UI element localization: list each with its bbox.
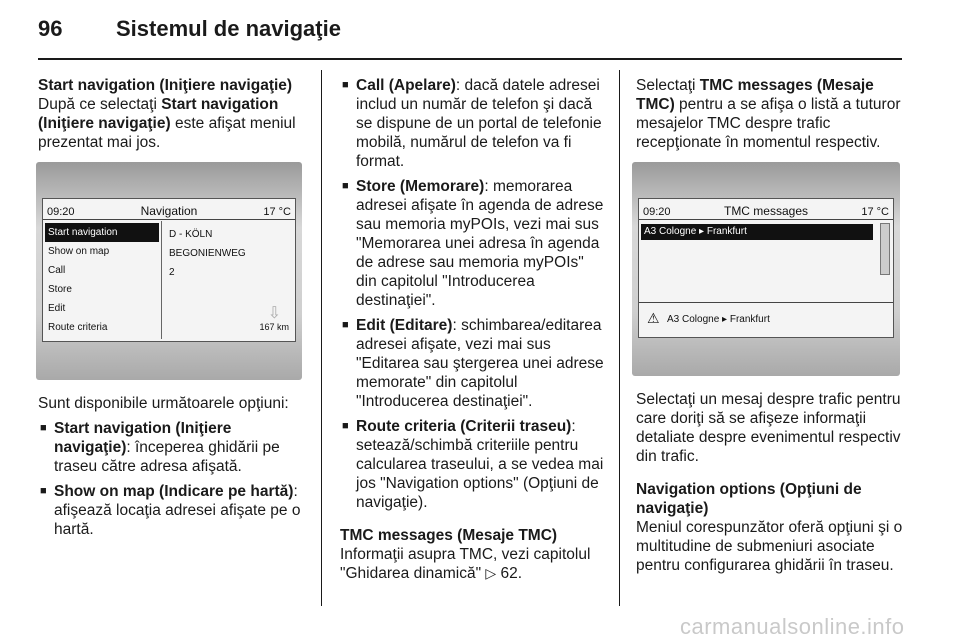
destination-info: D - KÖLN BEGONIENWEG 2 <box>169 229 246 278</box>
page-number: 96 <box>38 16 63 41</box>
watermark: carmanualsonline.info <box>680 614 905 639</box>
tmc-screen-image <box>632 162 900 376</box>
tmc-message-detail: ⚠ A3 Cologne ▸ Frankfurt <box>639 302 893 337</box>
page-reference-icon: ▷ <box>485 565 497 581</box>
column-2 <box>340 76 606 583</box>
scrollbar <box>880 223 890 275</box>
warning-sign-icon: ⚠ <box>647 310 660 326</box>
menu-item-call: Call <box>48 265 66 276</box>
bullet-call: ■ Call (Apelare): dacă datele adresei includ un număr de telefon şi dacă se dispune de un portal de telefonie mobilă, numărul de telefon va fi format. <box>340 76 606 171</box>
direction-arrow-icon: ⇩ <box>267 305 281 322</box>
intro-paragraph: După ce selectaţi Start navigation (Iniţiere navigaţie) este afişat meniul prezentat mai jos. <box>38 96 296 151</box>
select-message-paragraph: Selectaţi un mesaj despre trafic pentru care doriţi să se afişeze informaţii detaliate despre evenimentul respectiv din trafic. <box>636 391 901 465</box>
screen-title: TMC messages <box>723 204 809 218</box>
page-title: Sistemul de navigaţie <box>116 16 341 41</box>
bullet-show-on-map: ■ Show on map (Indicare pe hartă): afişează locaţia adresei afişate pe o hartă. <box>38 482 308 539</box>
tmc-intro: Selectaţi TMC messages (Mesaje TMC) pentru a se afişa o listă a tuturor mesajelor TMC despre trafic recepţionate în momentul respectiv. <box>636 77 901 151</box>
tmc-selected-message: A3 Cologne ▸ Frankfurt <box>641 224 873 240</box>
temperature: 17 °C <box>263 206 291 218</box>
bullet-route-criteria: ■ Route criteria (Criterii traseu): setează/schimbă criteriile pentru calcularea traseului, a se vedea mai jos "Navigation options" (Opţiuni de navigaţie). <box>340 417 606 512</box>
bullet-start-navigation: ■ Start navigation (Iniţiere navigaţie): începerea ghidării pe traseu către adresa afişată. <box>38 419 308 476</box>
navigation-options-heading: Navigation options (Opţiuni de navigaţie) <box>636 481 862 517</box>
navigation-screen-image <box>36 162 302 380</box>
tmc-heading: TMC messages (Mesaje TMC) <box>340 527 558 544</box>
column-3 <box>636 76 908 575</box>
bullet-store: ■ Store (Memorare): memorarea adresei afişate în agenda de adrese sau memoria myPOIs, vezi mai sus "Memorarea unei adresa în agenda de adrese sau memoria myPOIs" din capitolul "Introducerea destinaţiei". <box>340 177 606 310</box>
bullet-edit: ■ Edit (Editare): schimbarea/editarea adresei afişate, vezi mai sus "Editarea sau ştergerea unei adrese memorate" din capitolul "Introducerea destinaţiei". <box>340 316 606 411</box>
column-divider-2 <box>619 70 620 606</box>
tmc-paragraph: Informaţii asupra TMC, vezi capitolul "Ghidarea dinamică" ▷ 62. <box>340 546 591 582</box>
options-intro: Sunt disponibile următoarele opţiuni: <box>38 395 289 412</box>
distance: 167 km <box>259 322 289 332</box>
temperature: 17 °C <box>861 206 889 218</box>
header-rule <box>38 58 902 60</box>
nav-menu <box>45 223 159 337</box>
clock: 09:20 <box>643 206 671 218</box>
clock: 09:20 <box>47 206 75 218</box>
page-header <box>38 16 341 42</box>
menu-item-start-navigation: Start navigation <box>45 223 159 242</box>
navigation-options-paragraph: Meniul corespunzător oferă opţiuni şi o multitudine de submeniuri asociate pentru configurarea ghidării în traseu. <box>636 519 903 574</box>
menu-item-edit: Edit <box>48 303 66 314</box>
menu-item-store: Store <box>48 284 72 295</box>
menu-item-show-on-map: Show on map <box>48 246 110 257</box>
column-divider-1 <box>321 70 322 606</box>
menu-item-route-criteria: Route criteria <box>48 322 108 333</box>
column-1 <box>38 76 308 539</box>
screen-title: Navigation <box>140 204 198 218</box>
section-heading: Start navigation (Iniţiere navigaţie) <box>38 77 293 94</box>
